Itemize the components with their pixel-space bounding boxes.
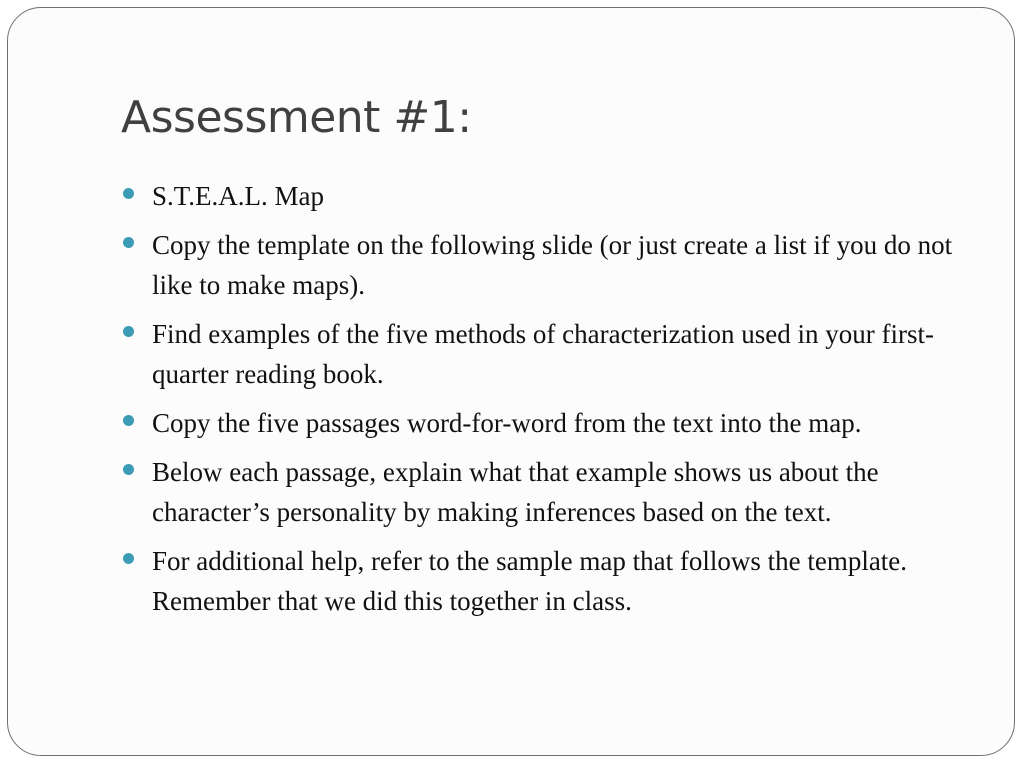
bullet-item: [121, 225, 981, 305]
bullet-icon: [123, 553, 134, 564]
bullet-text: For additional help, refer to the sample map that follows the template. Remember that we did this together in class.: [152, 546, 928, 616]
bullet-item: [121, 452, 981, 532]
bullet-text: Copy the template on the following slide (or just create a list if you do not like to make maps).: [152, 230, 953, 300]
bullet-icon: [123, 326, 134, 337]
slide-frame: [7, 7, 1015, 756]
bullet-icon: [123, 188, 134, 199]
bullet-item: [121, 403, 981, 443]
bullet-icon: [123, 464, 134, 475]
bullet-text: Copy the five passages word-for-word from the text into the map.: [152, 408, 862, 438]
bullet-list: [121, 176, 981, 630]
bullet-item: [121, 541, 981, 621]
bullet-icon: [123, 237, 134, 248]
slide-title: Assessment #1:: [121, 92, 472, 143]
bullet-text: Below each passage, explain what that example shows us about the character’s personality by making inferences based on the text.: [152, 457, 879, 527]
bullet-text: Find examples of the five methods of characterization used in your first-quarter reading book.: [152, 319, 935, 389]
bullet-item: [121, 176, 981, 216]
bullet-icon: [123, 415, 134, 426]
bullet-text: S.T.E.A.L. Map: [152, 181, 324, 211]
bullet-item: [121, 314, 981, 394]
